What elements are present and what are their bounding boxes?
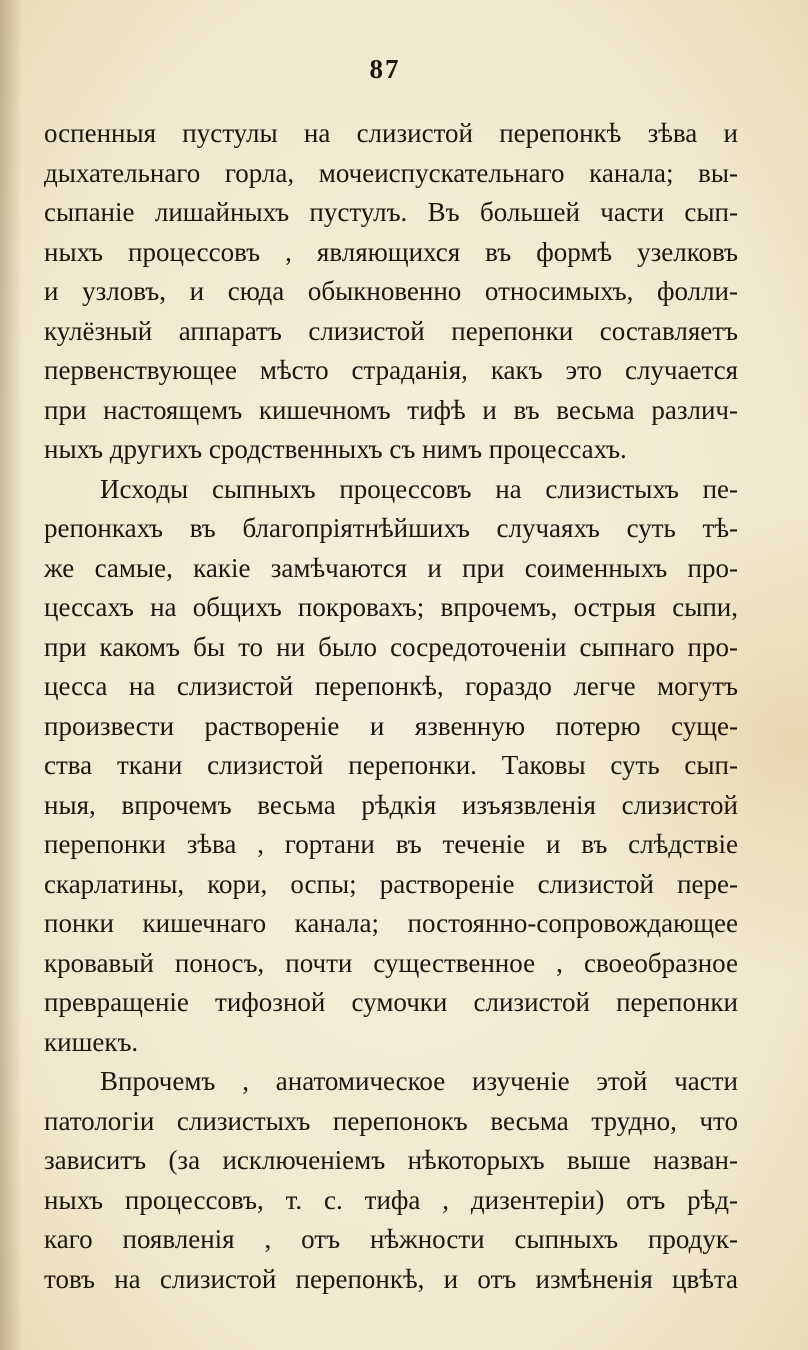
- text-line: патологіи слизистыхъ перепонокъ весьма трудно, что: [44, 1105, 738, 1136]
- text-line: оспенныя пустулы на слизистой перепонкѣ зѣва и: [44, 118, 738, 148]
- text-line: сыпаніе лишайныхъ пустулъ. Въ большей части сып-: [44, 197, 738, 227]
- text-line: зависитъ (за исключеніемъ нѣкоторыхъ выше назван-: [44, 1145, 738, 1175]
- text-line: дыхательнаго горла, мочеиспускательнаго канала; вы-: [44, 157, 738, 188]
- text-line: товъ на слизистой перепонкѣ, и отъ измѣненія цвѣта: [44, 1263, 738, 1294]
- spine-shadow: [0, 0, 22, 1350]
- text-line: каго появленія , отъ нѣжности сыпныхъ продук-: [44, 1224, 738, 1254]
- text-line: при какомъ бы то ни было сосредоточеніи сыпнаго про-: [44, 631, 738, 662]
- text-line: и узловъ, и сюда обыкновенно относимыхъ, фолли-: [44, 276, 738, 306]
- text-line: ства ткани слизистой перепонки. Таковы суть сып-: [44, 750, 738, 780]
- text-line: ныхъ процессовъ , являющихся въ формѣ узелковъ: [44, 236, 738, 267]
- text-line: перепонки зѣва , гортани въ теченіе и въ слѣдствіе: [44, 829, 738, 859]
- text-line: цессахъ на общихъ покровахъ; впрочемъ, острыя сыпи,: [44, 592, 738, 622]
- text-line: первенствующее мѣсто страданія, какъ это случается: [44, 355, 738, 385]
- text-line: же самые, какіе замѣчаются и при соименныхъ про-: [44, 552, 738, 583]
- page-number: 87: [369, 54, 401, 84]
- text-line: кровавый поносъ, почти существенное , своеобразное: [44, 947, 738, 978]
- text-line: ныя, впрочемъ весьма рѣдкія изъязвленія слизистой: [44, 789, 738, 820]
- text-line: при настоящемъ кишечномъ тифѣ и въ весьма различ-: [44, 394, 738, 425]
- text-line: репонкахъ въ благопріятнѣйшихъ случаяхъ суть тѣ-: [44, 513, 738, 543]
- text-line: скарлатины, кори, оспы; раствореніе слизистой пере-: [44, 868, 738, 899]
- text-line: кулёзный аппаратъ слизистой перепонки составляетъ: [44, 315, 738, 346]
- text-line: цесса на слизистой перепонкѣ, гораздо легче могутъ: [44, 671, 738, 701]
- text-line: произвести раствореніе и язвенную потерю суще-: [44, 710, 738, 741]
- text-line: Впрочемъ , анатомическое изученіе этой части: [100, 1066, 738, 1096]
- text-line: ныхъ процессовъ, т. с. тифа , дизентеріи) отъ рѣд-: [44, 1184, 738, 1215]
- text-line: кишекъ.: [44, 1026, 139, 1057]
- text-line: понки кишечнаго канала; постоянно-сопровождающее: [44, 908, 738, 938]
- text-line: Исходы сыпныхъ процессовъ на слизистыхъ пе-: [100, 473, 738, 504]
- text-line: превращеніе тифозной сумочки слизистой перепонки: [44, 987, 738, 1017]
- text-line: ныхъ другихъ сродственныхъ съ нимъ процессахъ.: [44, 434, 627, 464]
